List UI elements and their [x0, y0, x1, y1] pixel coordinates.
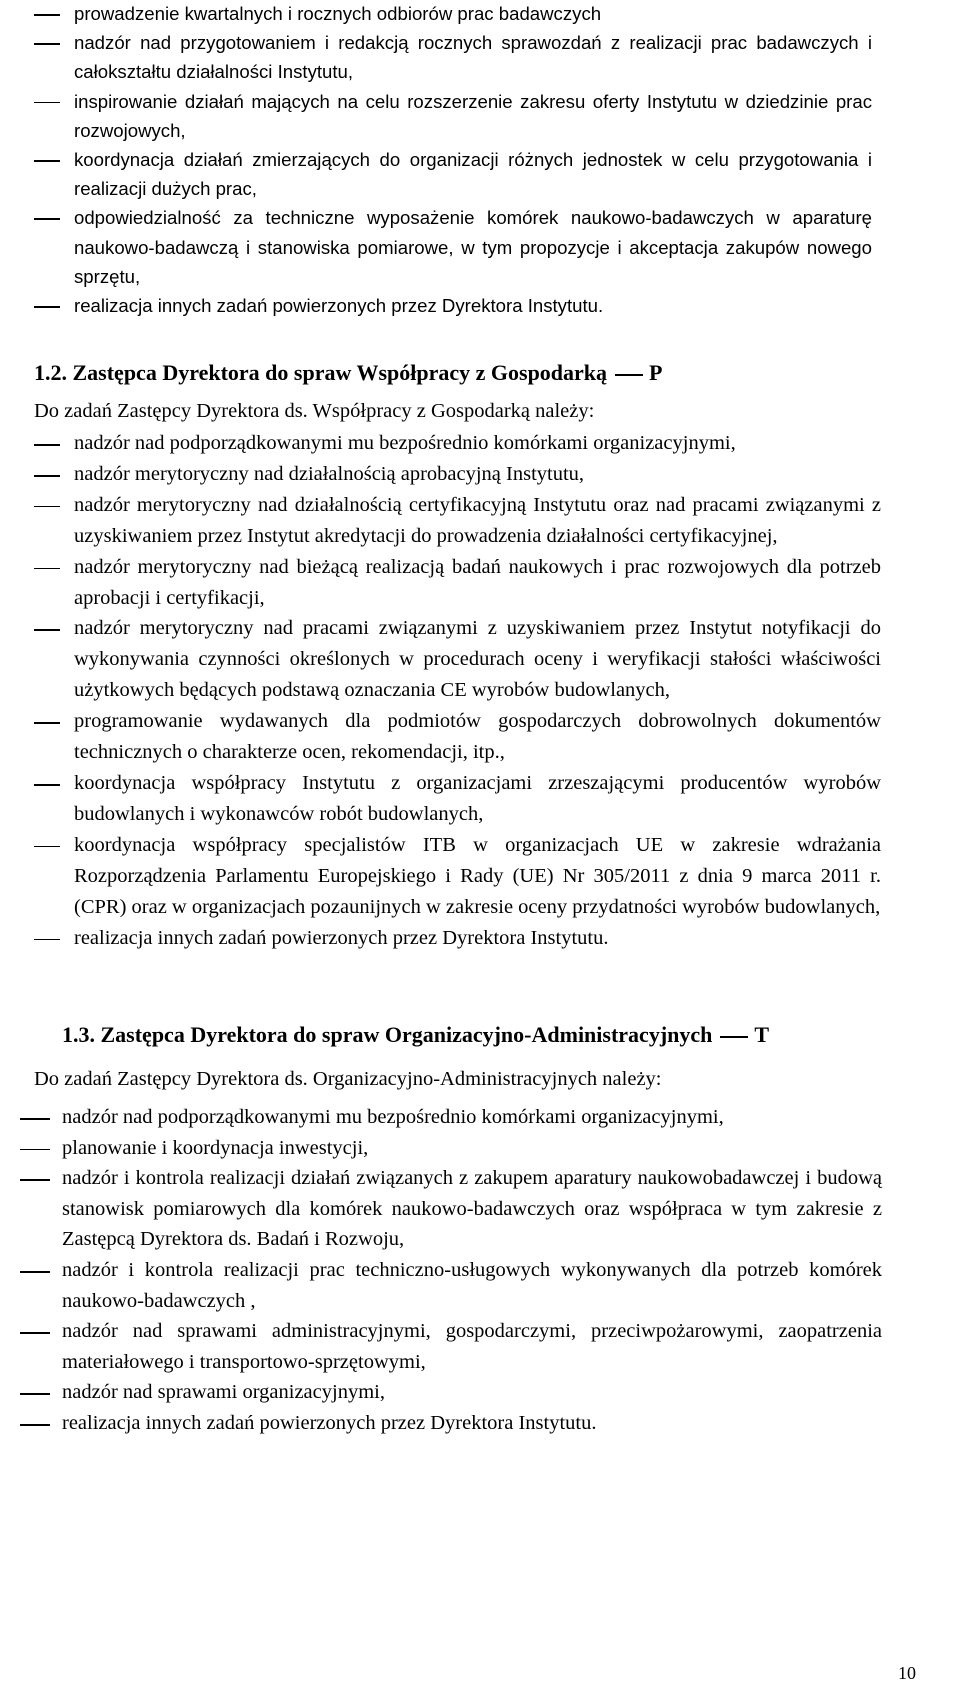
list-item: nadzór i kontrola realizacji działań związanych z zakupem aparatury naukowobadawczej i budową stanowisk pomiarowych dla komórek naukowo-badawczych oraz współpraca w tym zakresie z Zastępcą Dyrektora ds. Badań i Rozwoju,: [12, 1163, 882, 1255]
heading-dash: [615, 374, 643, 376]
dash-bullet: [20, 1179, 50, 1181]
list-item: nadzór merytoryczny nad bieżącą realizacją badań naukowych i prac rozwojowych dla potrzeb aprobacji i certyfikacji,: [34, 552, 881, 614]
list-item: koordynacja współpracy Instytutu z organizacjami zrzeszającymi producentów wyrobów budowlanych i wykonawców robót budowlanych,: [34, 768, 881, 830]
list-item: odpowiedzialność za techniczne wyposażenie komórek naukowo-badawczych w aparaturę naukowo-badawczą i stanowiska pomiarowe, w tym propozycje i akceptacja zakupów nowego sprzętu,: [34, 203, 872, 291]
duties-list-research: [34, 0, 872, 320]
heading-dash: [720, 1036, 748, 1038]
dash-bullet: [34, 629, 60, 631]
dash-bullet: [20, 1393, 50, 1395]
section-heading-cooperation: [34, 358, 663, 388]
dash-bullet: [34, 160, 60, 162]
list-item: inspirowanie działań mających na celu rozszerzenie zakresu oferty Instytutu w dziedzinie prac rozwojowych,: [34, 87, 872, 145]
list-item: nadzór nad przygotowaniem i redakcją rocznych sprawozdań z realizacji prac badawczych i całokształtu działalności Instytutu,: [34, 28, 872, 86]
dash-bullet: [20, 1149, 50, 1151]
list-item: nadzór merytoryczny nad pracami związanymi z uzyskiwaniem przez Instytut notyfikacji do wykonywania czynności określonych w procedurach oceny i weryfikacji stałości właściwości użytkowych będących podstawą oznaczania CE wyrobów budowlanych,: [34, 613, 881, 706]
dash-bullet: [20, 1118, 50, 1120]
section-intro: Do zadań Zastępcy Dyrektora ds. Współpracy z Gospodarką należy:: [34, 400, 595, 422]
list-item: prowadzenie kwartalnych i rocznych odbiorów prac badawczych: [34, 0, 872, 28]
list-item: programowanie wydawanych dla podmiotów gospodarczych dobrowolnych dokumentów technicznych o charakterze ocen, rekomendacji, itp.,: [34, 706, 881, 768]
list-item: nadzór nad podporządkowanymi mu bezpośrednio komórkami organizacyjnymi,: [34, 428, 881, 459]
dash-bullet: [34, 102, 60, 104]
section-symbol: P: [649, 360, 663, 385]
dash-bullet: [20, 1332, 50, 1334]
list-item: planowanie i koordynacja inwestycji,: [12, 1133, 882, 1164]
list-item: nadzór merytoryczny nad działalnością aprobacyjną Instytutu,: [34, 459, 881, 490]
duties-list-cooperation: [34, 428, 881, 953]
section-heading-administration: [62, 1020, 769, 1050]
dash-bullet: [34, 506, 60, 508]
dash-bullet: [20, 1271, 50, 1273]
list-item: nadzór nad podporządkowanymi mu bezpośrednio komórkami organizacyjnymi,: [12, 1102, 882, 1133]
list-item: realizacja innych zadań powierzonych przez Dyrektora Instytutu.: [34, 923, 881, 954]
list-item: realizacja innych zadań powierzonych przez Dyrektora Instytutu.: [12, 1408, 882, 1439]
section-title: Zastępca Dyrektora do spraw Organizacyjno-Administracyjnych: [100, 1022, 713, 1047]
list-item: koordynacja współpracy specjalistów ITB w organizacjach UE w zakresie wdrażania Rozporządzenia Parlamentu Europejskiego i Rady (UE) Nr 305/2011 z dnia 9 marca 2011 r. (CPR) oraz w organizacjach pozaunijnych w zakresie oceny przydatności wyrobów budowlanych,: [34, 830, 881, 923]
section-symbol: T: [754, 1022, 770, 1047]
dash-bullet: [34, 43, 60, 45]
section-number: 1.2.: [34, 360, 67, 385]
dash-bullet: [34, 475, 60, 477]
page-number: 10: [898, 1663, 916, 1683]
dash-bullet: [34, 939, 60, 941]
section-title: Zastępca Dyrektora do spraw Współpracy z Gospodarką: [72, 360, 608, 385]
dash-bullet: [34, 568, 60, 570]
dash-bullet: [34, 306, 60, 308]
duties-list-administration: [12, 1102, 882, 1439]
list-item: nadzór merytoryczny nad działalnością certyfikacyjną Instytutu oraz nad pracami związanymi z uzyskiwaniem przez Instytut akredytacji do prowadzenia działalności certyfikacyjnej,: [34, 490, 881, 552]
section-intro: Do zadań Zastępcy Dyrektora ds. Organizacyjno-Administracyjnych należy:: [34, 1068, 662, 1090]
dash-bullet: [34, 444, 60, 446]
dash-bullet: [34, 722, 60, 724]
list-item: nadzór nad sprawami administracyjnymi, gospodarczymi, przeciwpożarowymi, zaopatrzenia materiałowego i transportowo-sprzętowymi,: [12, 1316, 882, 1377]
list-item: nadzór i kontrola realizacji prac techniczno-usługowych wykonywanych dla potrzeb komórek naukowo-badawczych ,: [12, 1255, 882, 1316]
list-item: realizacja innych zadań powierzonych przez Dyrektora Instytutu.: [34, 291, 872, 320]
dash-bullet: [20, 1424, 50, 1426]
dash-bullet: [34, 14, 60, 16]
dash-bullet: [34, 218, 60, 220]
list-item: koordynacja działań zmierzających do organizacji różnych jednostek w celu przygotowania i realizacji dużych prac,: [34, 145, 872, 203]
dash-bullet: [34, 846, 60, 848]
list-item: nadzór nad sprawami organizacyjnymi,: [12, 1377, 882, 1408]
section-number: 1.3.: [62, 1022, 95, 1047]
dash-bullet: [34, 784, 60, 786]
